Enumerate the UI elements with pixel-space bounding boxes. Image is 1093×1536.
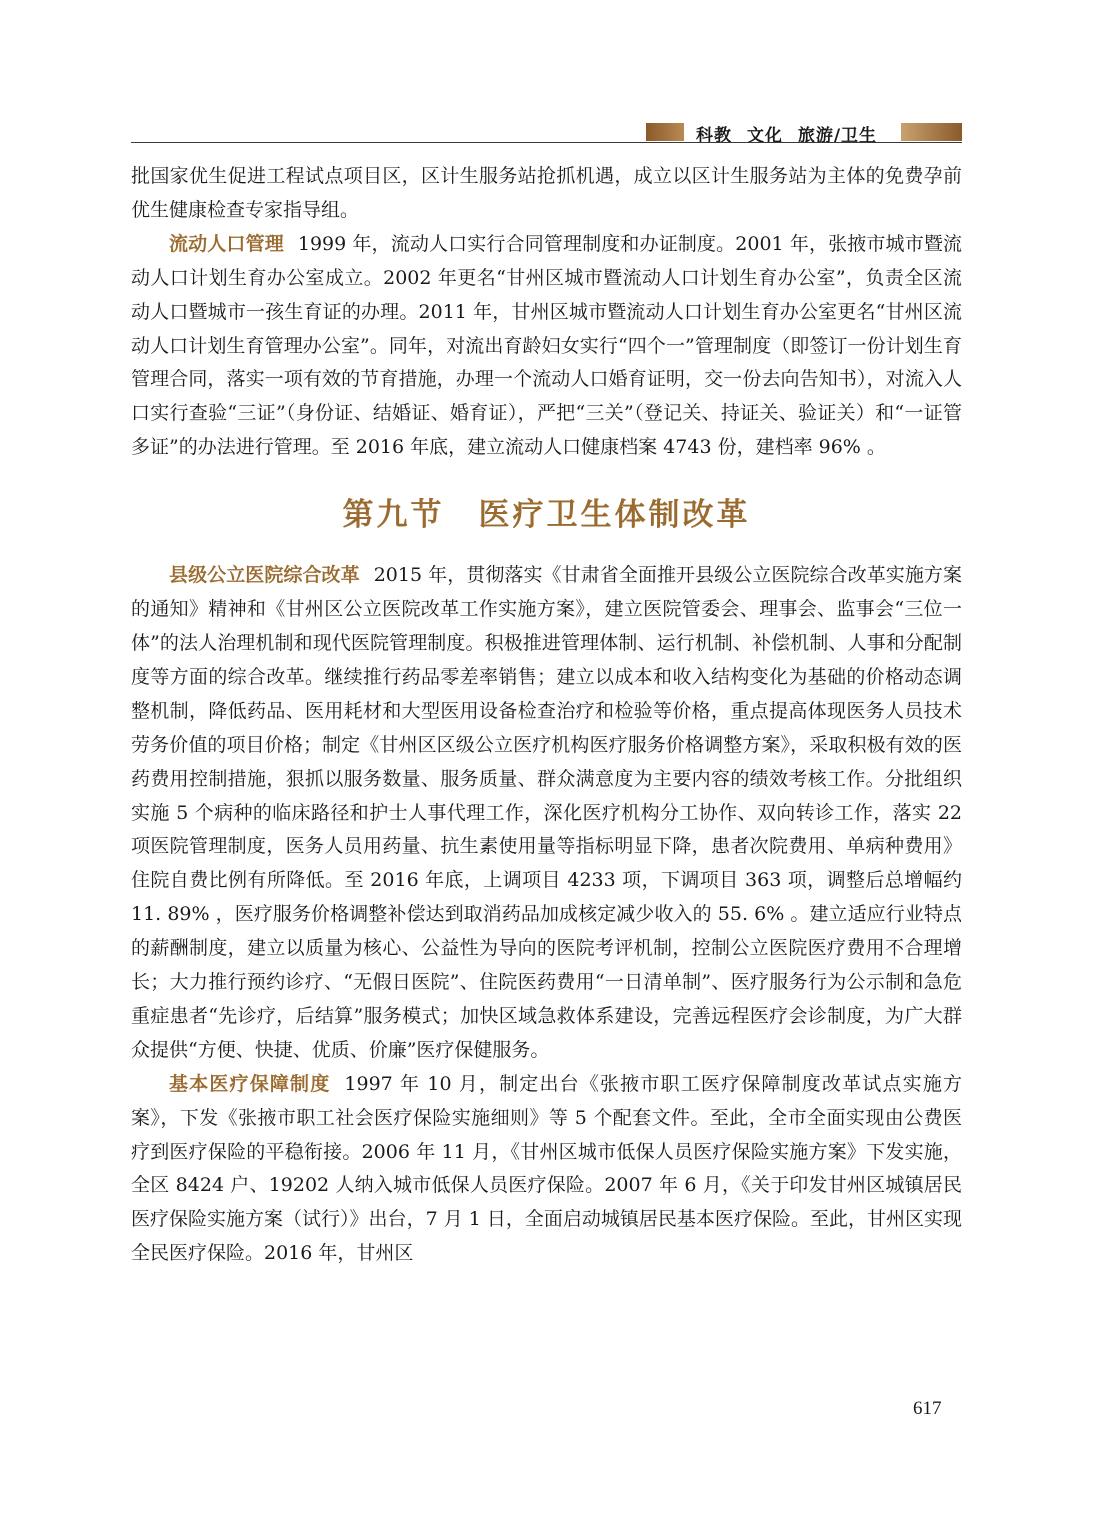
page-number: 617: [913, 1398, 942, 1419]
paragraph-floating-population: [131, 228, 962, 465]
running-header: [131, 121, 962, 146]
paragraph-text: 2015 年，贯彻落实《甘肃省全面推开县级公立医院综合改革实施方案的通知》精神和《甘州区公立医院改革工作实施方案》，建立医院管委会、理事会、监事会“三位一体”的法人治理机制和现代医院管理制度。积极推进管理体制、运行机制、补偿机制、人事和分配制度等方面的综合改革。继续推行药品零差率销售；建立以成本和收入结构变化为基础的价格动态调整机制，降低药品、医用耗材和大型医用设备检查治疗和检验等价格，重点提高体现医务人员技术劳务价值的项目价格；制定《甘州区区级公立医疗机构医疗服务价格调整方案》，采取积极有效的医药费用控制措施，狠抓以服务数量、服务质量、群众满意度为主要内容的绩效考核工作。分批组织实施 5 个病种的临床路径和护士人事代理工作，深化医疗机构分工协作、双向转诊工作，落实 22 项医院管理制度，医务人员用药量、抗生素使用量等指标明显下降，患者次院费用、单病种费用》住院自费比例有所降低。至 2016 年底，上调项目 4233 项，下调项目 363 项，调整后总增幅约 11. 89% ，医疗服务价格调整补偿达到取消药品加成核定减少收入的 55. 6% 。建立适应行业特点的薪酬制度，建立以质量为核心、公益性为导向的医院考评机制，控制公立医院医疗费用不合理增长；大力推行预约诊疗、“无假日医院”、住院医药费用“一日清单制”、医疗服务行为公示制和急危重症患者“先诊疗，后结算”服务模式；加快区域急救体系建设，完善远程医疗会诊制度，为广大群众提供“方便、快捷、优质、价廉”医疗保健服务。: [131, 564, 962, 1061]
page-body: [131, 160, 962, 1271]
header-rule: [131, 142, 962, 143]
paragraph-text: 1999 年，流动人口实行合同管理制度和办证制度。2001 年，张掖市城市暨流动人口计划生育办公室成立。2002 年更名“甘州区城市暨流动人口计划生育办公室”，负责全区流动人口暨城市一孩生育证的办理。2011 年，甘州区城市暨流动人口计划生育办公室更名“甘州区流动人口计划生育管理办公室”。同年，对流出育龄妇女实行“四个一”管理制度（即签订一份计划生育管理合同，落实一项有效的节育措施，办理一个流动人口婚育证明，交一份去向告知书），对流入人口实行查验“三证”（身份证、结婚证、婚育证），严把“三关”（登记关、持证关、验证关）和“一证管多证”的办法进行管理。至 2016 年底，建立流动人口健康档案 4743 份，建档率 96% 。: [131, 232, 962, 459]
header-decor-bar-right: [901, 123, 962, 141]
header-decor-bar-left: [646, 123, 684, 141]
paragraph-hospital-reform: [131, 559, 962, 1068]
section-name: 医疗卫生体制改革: [478, 497, 751, 534]
paragraph-lead-heading: 县级公立医院综合改革: [169, 564, 360, 587]
section-number: 第九节: [342, 497, 445, 534]
paragraph-medical-insurance: [131, 1068, 962, 1271]
paragraph-lead-heading: 基本医疗保障制度: [169, 1072, 331, 1095]
paragraph-continuation: 批国家优生促进工程试点项目区，区计生服务站抢抓机遇，成立以区计生服务站为主体的免费孕前优生健康检查专家指导组。: [131, 165, 962, 221]
header-section-label: 科教 文化 旅游/卫生: [696, 126, 878, 146]
section-title: [131, 493, 962, 537]
paragraph-text: 1997 年 10 月，制定出台《张掖市职工医疗保障制度改革试点实施方案》，下发《张掖市职工社会医疗保险实施细则》等 5 个配套文件。至此，全市全面实现由公费医疗到医疗保险的平稳衔接。2006 年 11 月，《甘州区城市低保人员医疗保险实施方案》下发实施，全区 8424 户、19202 人纳入城市低保人员医疗保险。2007 年 6 月，《关于印发甘州区城镇居民医疗保险实施方案（试行）》出台，7 月 1 日，全面启动城镇居民基本医疗保险。至此，甘州区实现全民医疗保险。2016 年，甘州区: [131, 1072, 962, 1265]
paragraph-lead-heading: 流动人口管理: [169, 232, 284, 255]
